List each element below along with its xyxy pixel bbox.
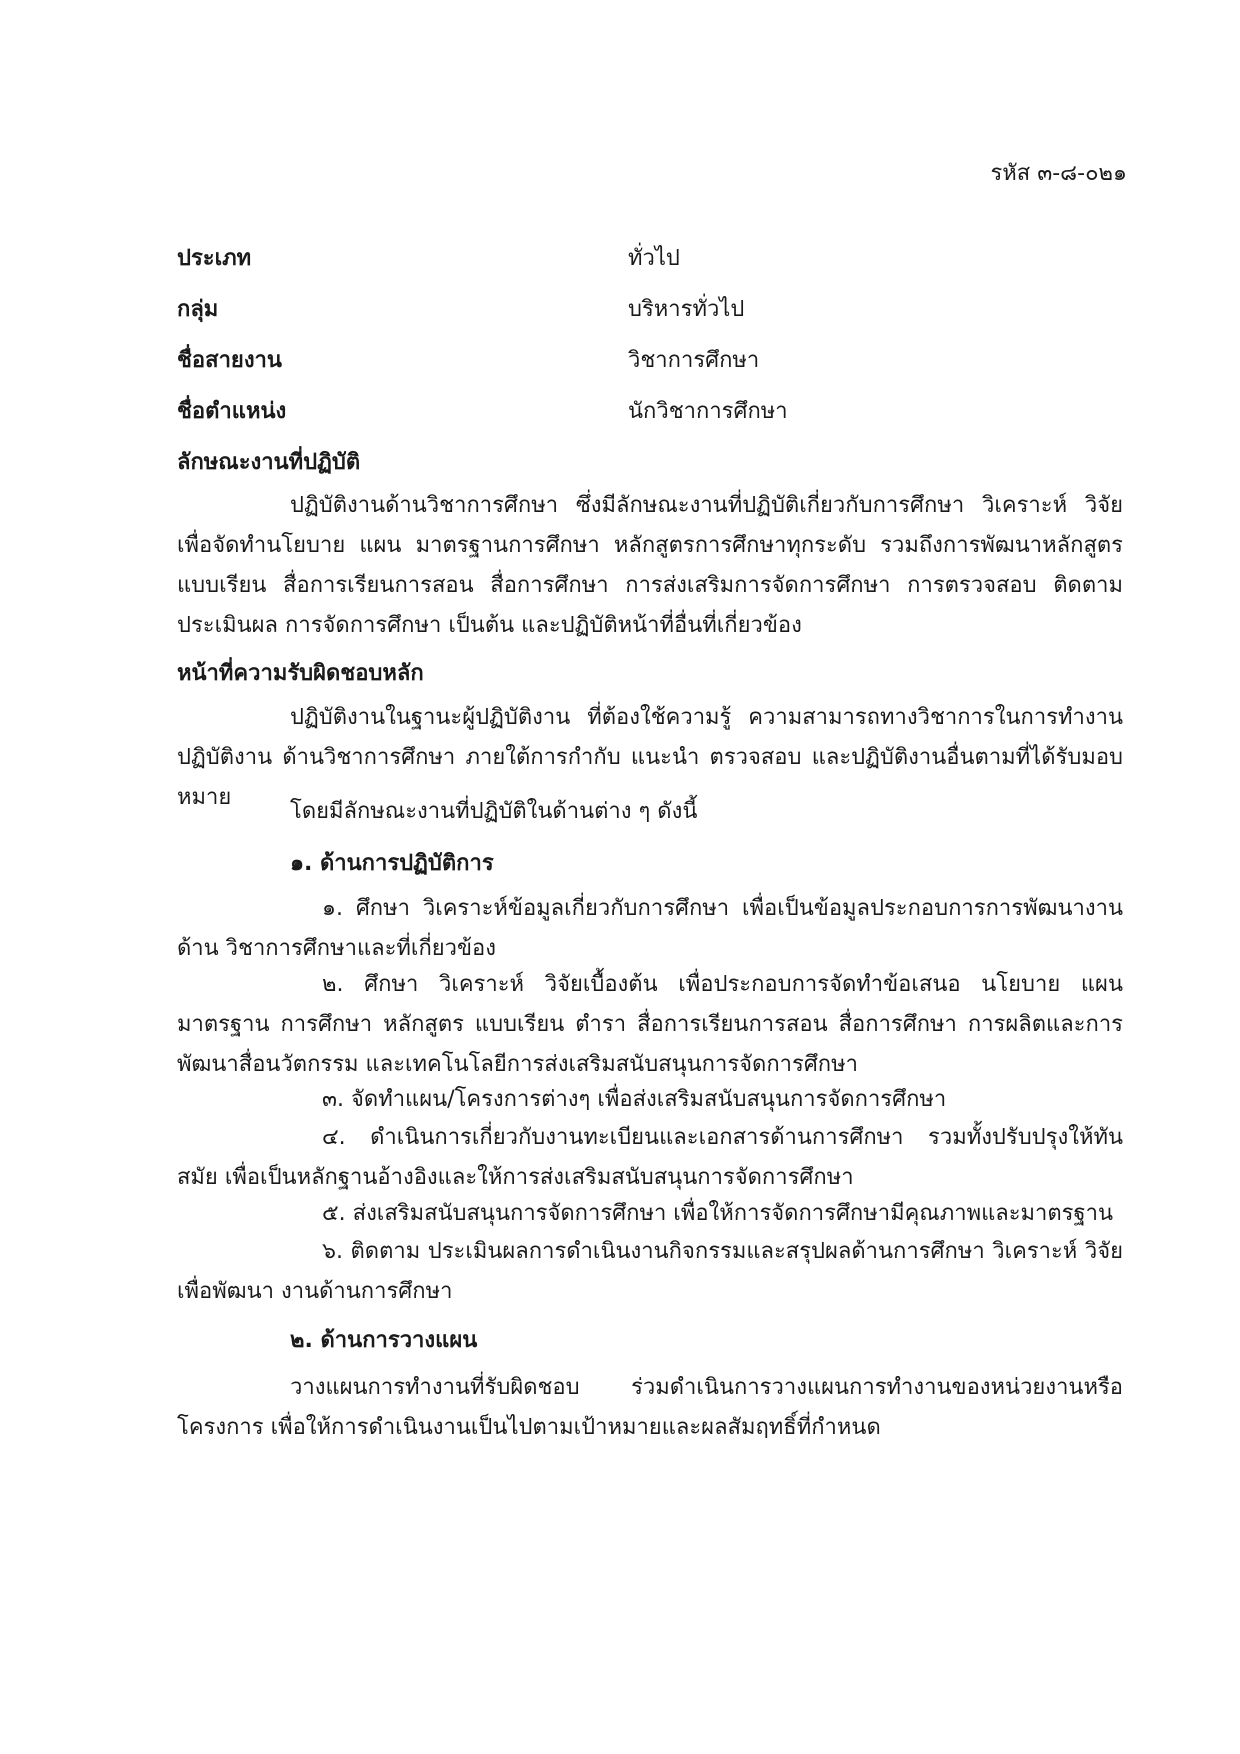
section-paragraph-job-characteristics: ปฏิบัติงานด้านวิชาการศึกษา ซึ่งมีลักษณะงานที่ปฏิบัติเกี่ยวกับการศึกษา วิเคราะห์ วิจัย เพื่อจัดทำนโยบาย แผน มาตรฐานการศึกษา หลักสูตรการศึกษาทุกระดับ รวมถึงการพัฒนาหลักสูตร แบบเรียน สื่อการเรียนการสอน สื่อการศึกษา การส่งเสริมการจัดการศึกษา การตรวจสอบ ติดตามประเมินผล การจัดการศึกษา เป็นต้น และปฏิบัติหน้าที่อื่นที่เกี่ยวข้อง xyxy=(177,493,1123,638)
operations-item-4: ๔. ดำเนินการเกี่ยวกับงานทะเบียนและเอกสารด้านการศึกษา รวมทั้งปรับปรุงให้ทันสมัย เพื่อเป็นหลักฐานอ้างอิงและให้การส่งเสริมสนับสนุนการจัดการศึกษา xyxy=(177,1125,1123,1190)
meta-label-type: ประเภท xyxy=(177,246,252,271)
meta-value-group: บริหารทั่วไป xyxy=(628,297,745,322)
operations-item-6: ๖. ติดตาม ประเมินผลการดำเนินงานกิจกรรมและสรุปผลด้านการศึกษา วิเคราะห์ วิจัย เพื่อพัฒนา งานด้านการศึกษา xyxy=(177,1239,1123,1304)
subsection-heading-operations: ๑. ด้านการปฏิบัติการ xyxy=(290,851,494,876)
planning-paragraph: วางแผนการทำงานที่รับผิดชอบ ร่วมดำเนินการวางแผนการทำงานของหน่วยงานหรือ โครงการ เพื่อให้การดำเนินงานเป็นไปตามเป้าหมายและผลสัมฤทธิ์ที่กำหนด xyxy=(177,1375,1123,1440)
meta-value-position: นักวิชาการศึกษา xyxy=(628,399,788,424)
meta-value-line: วิชาการศึกษา xyxy=(628,348,760,373)
meta-value-type: ทั่วไป xyxy=(628,246,680,271)
meta-label-line: ชื่อสายงาน xyxy=(177,348,282,373)
subsection-heading-planning: ๒. ด้านการวางแผน xyxy=(290,1328,478,1353)
meta-label-group: กลุ่ม xyxy=(177,297,219,322)
operations-item-2: ๒. ศึกษา วิเคราะห์ วิจัยเบื้องต้น เพื่อประกอบการจัดทำข้อเสนอ นโยบาย แผน มาตรฐาน การศึกษา หลักสูตร แบบเรียน ตำรา สื่อการเรียนการสอน สื่อการศึกษา การผลิตและการพัฒนาสื่อนวัตกรรม และเทคโนโลยีการส่งเสริมสนับสนุนการจัดการศึกษา xyxy=(177,972,1123,1077)
operations-item-3: ๓. จัดทำแผน/โครงการต่างๆ เพื่อส่งเสริมสนับสนุนการจัดการศึกษา xyxy=(322,1087,947,1112)
responsibilities-intro: โดยมีลักษณะงานที่ปฏิบัติในด้านต่าง ๆ ดังนี้ xyxy=(290,799,698,824)
document-code: รหัส ๓-๘-๐๒๑ xyxy=(990,161,1127,186)
meta-label-position: ชื่อตำแหน่ง xyxy=(177,399,287,424)
section-heading-job-characteristics: ลักษณะงานที่ปฏิบัติ xyxy=(177,450,361,475)
section-paragraph-responsibilities: ปฏิบัติงานในฐานะผู้ปฏิบัติงาน ที่ต้องใช้ความรู้ ความสามารถทางวิชาการในการทำงานปฏิบัติงาน ด้านวิชาการศึกษา ภายใต้การกำกับ แนะนำ ตรวจสอบ และปฏิบัติงานอื่นตามที่ได้รับมอบหมาย xyxy=(177,705,1123,810)
operations-item-5: ๕. ส่งเสริมสนับสนุนการจัดการศึกษา เพื่อให้การจัดการศึกษามีคุณภาพและมาตรฐาน xyxy=(322,1201,1114,1226)
operations-item-1: ๑. ศึกษา วิเคราะห์ข้อมูลเกี่ยวกับการศึกษา เพื่อเป็นข้อมูลประกอบการการพัฒนางานด้าน วิชาการศึกษาและที่เกี่ยวข้อง xyxy=(177,896,1123,961)
section-heading-responsibilities: หน้าที่ความรับผิดชอบหลัก xyxy=(177,661,424,686)
